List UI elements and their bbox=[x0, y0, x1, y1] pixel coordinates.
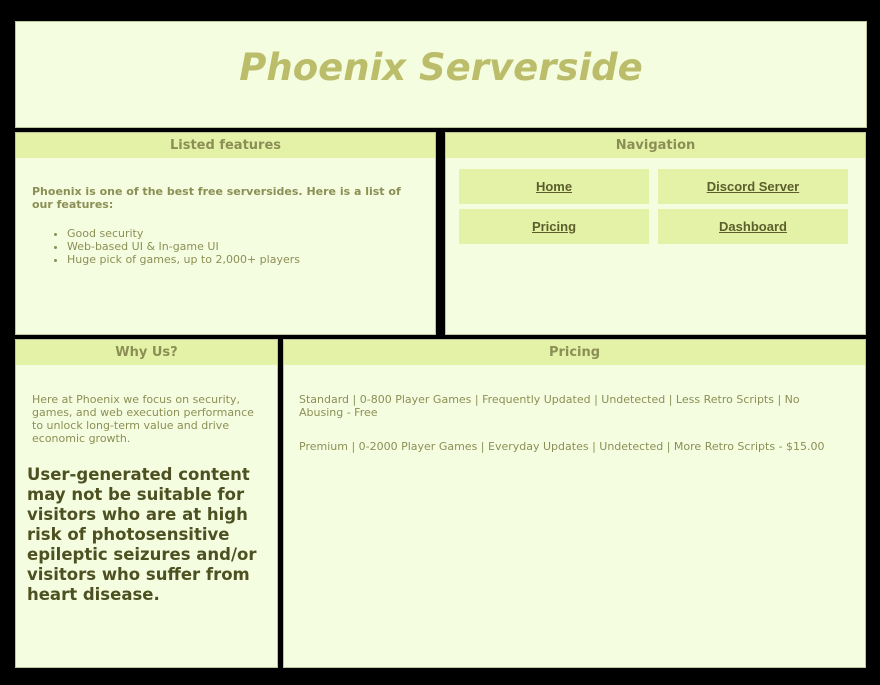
nav-discord-button[interactable]: Discord Server bbox=[658, 169, 848, 204]
features-intro: Phoenix is one of the best free serversides. Here is a list of our features: bbox=[32, 185, 401, 211]
pricing-heading: Pricing bbox=[284, 340, 865, 365]
features-heading: Listed features bbox=[16, 133, 435, 158]
features-panel bbox=[15, 132, 436, 335]
why-us-heading: Why Us? bbox=[16, 340, 277, 365]
navigation-heading: Navigation bbox=[446, 133, 865, 158]
nav-pricing-button[interactable]: Pricing bbox=[459, 209, 649, 244]
feature-item-security: • Good security bbox=[67, 227, 300, 240]
feature-item-ui: • Web-based UI & In-game UI bbox=[67, 240, 300, 253]
site-title: Phoenix Serverside bbox=[239, 46, 643, 89]
features-list bbox=[32, 227, 300, 266]
feature-item-games: • Huge pick of games, up to 2,000+ players bbox=[67, 253, 300, 266]
navigation-panel bbox=[445, 132, 866, 335]
why-us-text: Here at Phoenix we focus on security, games, and web execution performance to unlock long-term value and drive economic growth. bbox=[32, 393, 254, 445]
nav-dashboard-button[interactable]: Dashboard bbox=[658, 209, 848, 244]
photosensitive-warning: User-generated content may not be suitable for visitors who are at high risk of photosensitive epileptic seizures and/or visitors who suffer from heart disease. bbox=[27, 465, 257, 604]
pricing-plan-standard: Standard | 0-800 Player Games | Frequently Updated | Undetected | Less Retro Scripts | No Abusing - Free bbox=[299, 393, 800, 419]
header-panel bbox=[15, 21, 867, 128]
pricing-panel bbox=[283, 339, 866, 668]
why-us-panel bbox=[15, 339, 278, 668]
nav-home-button[interactable]: Home bbox=[459, 169, 649, 204]
pricing-plan-premium: Premium | 0-2000 Player Games | Everyday Updates | Undetected | More Retro Scripts - $15.00 bbox=[299, 440, 825, 453]
